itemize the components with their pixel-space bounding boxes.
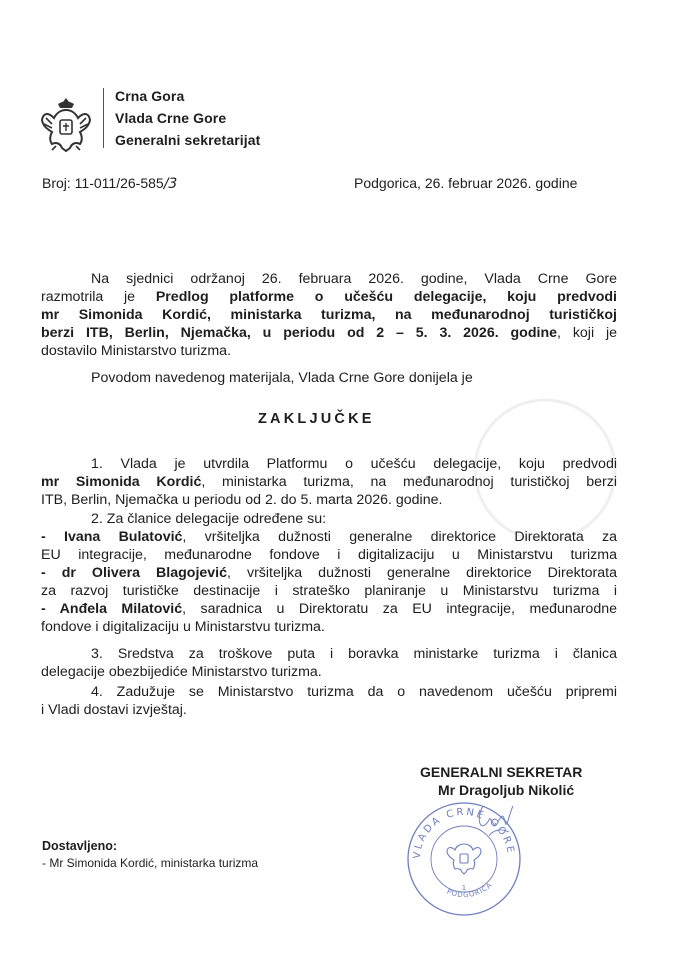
stamp-number: 1 xyxy=(461,884,467,892)
header-country: Crna Gora xyxy=(115,88,185,104)
member-3-line-2: fondove i digitalizaciju u Ministarstvu turizma. xyxy=(41,619,325,635)
stamp-text-top: VLADA CRNE GORE xyxy=(411,806,516,860)
intro-line-4: berzi ITB, Berlin, Njemačka, u periodu od 2 – 5. 3. 2026. godine, koji je xyxy=(41,325,618,341)
conclusion-1-line-2: mr Simonida Kordić, ministarka turizma, na međunarodnoj turističkoj berzi xyxy=(41,474,617,490)
coat-of-arms-icon xyxy=(40,96,92,152)
conclusion-4-line-1: 4. Zadužuje se Ministarstvo turizma da o navedenom učešću pripremi xyxy=(91,684,617,700)
signature-role: GENERALNI SEKRETAR xyxy=(420,764,583,780)
member-2-line-2: za razvoj turističke destinacije i strateško planiranje u Ministarstvu turizma i xyxy=(41,583,617,599)
svg-text:PODGORICA xyxy=(446,881,494,899)
signature-name: Mr Dragoljub Nikolić xyxy=(438,782,575,798)
member-3-line-1: - Anđela Milatović, saradnica u Direktoratu za EU integracije, međunarodne xyxy=(41,601,617,617)
header-secretariat: Generalni sekretarijat xyxy=(115,132,261,148)
delivered-label: Dostavljeno: xyxy=(42,839,118,853)
page-title: ZAKLJUČKE xyxy=(258,411,375,427)
conclusion-3-line-1: 3. Sredstva za troškove puta i boravka ministarke turizma i članica xyxy=(91,646,617,662)
svg-text:VLADA CRNE GORE xyxy=(412,807,516,860)
header-divider xyxy=(103,88,104,148)
header-government: Vlada Crne Gore xyxy=(115,110,227,126)
conclusion-3-line-2: delegacije obezbijediće Ministarstvo turizma. xyxy=(41,664,322,680)
stamp-emblem-icon xyxy=(447,844,481,874)
conclusion-1-line-1: 1. Vlada je utvrdila Platformu o učešću delegacije, koju predvodi xyxy=(91,456,617,472)
official-stamp xyxy=(405,800,523,918)
delivered-item: - Mr Simonida Kordić, ministarka turizma xyxy=(42,856,259,870)
stamp-city: PODGORICA xyxy=(445,880,494,900)
conclusion-4-line-2: i Vladi dostavi izvještaj. xyxy=(41,702,187,718)
place-date: Podgorica, 26. februar 2026. godine xyxy=(354,175,578,191)
member-1-line-2: EU integracije, međunarodne fondove i digitalizaciju u Ministarstvu turizma xyxy=(41,547,617,563)
handwritten-suffix: /3 xyxy=(163,176,178,192)
intro-line-1: Na sjednici održanoj 26. februara 2026. godine, Vlada Crne Gore xyxy=(91,271,617,287)
member-1-line-1: - Ivana Bulatović, vršiteljka dužnosti generalne direktorice Direktorata za xyxy=(41,529,617,545)
intro-line-3: mr Simonida Kordić, ministarka turizma, na međunarodnoj turističkoj xyxy=(41,307,617,323)
intro-line-2: razmotrila je Predlog platforme o učešću delegacije, koju predvodi xyxy=(41,289,617,305)
reference-number-text: Broj: 11-011/26-585 xyxy=(42,175,164,191)
intro-line-5: dostavilo Ministarstvo turizma. xyxy=(41,343,232,359)
reference-number xyxy=(42,175,177,192)
conclusion-2-line-1: 2. Za članice delegacije određene su: xyxy=(91,511,327,527)
conclusion-1-line-3: ITB, Berlin, Njemačka u periodu od 2. do 5. marta 2026. godine. xyxy=(41,492,443,508)
member-2-line-1: - dr Olivera Blagojević, vršiteljka dužnosti generalne direktorice Direktorata xyxy=(41,565,617,581)
intro-decision-line: Povodom navedenog materijala, Vlada Crne Gore donijela je xyxy=(91,370,473,386)
